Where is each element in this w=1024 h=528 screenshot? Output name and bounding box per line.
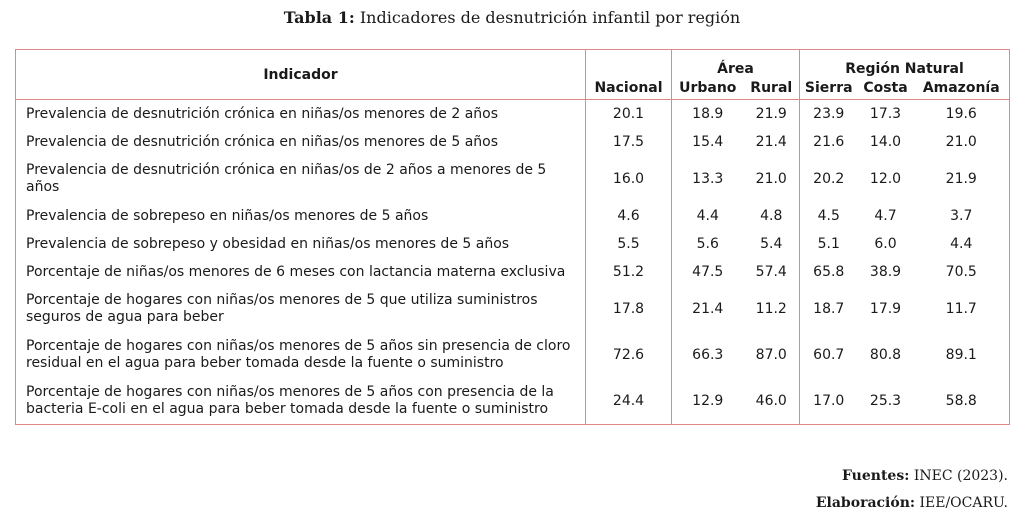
table-row (16, 230, 1010, 258)
table-row (16, 128, 1010, 156)
cell-sierra: 17.0 (813, 392, 845, 409)
header-amazonia: Amazonía (914, 77, 1010, 100)
cell-nacional: 20.1 (586, 100, 672, 129)
cell-costa: 80.8 (869, 346, 902, 363)
table-caption (0, 8, 1024, 28)
cell-sierra: 23.9 (813, 105, 845, 122)
table-row (16, 378, 1010, 425)
cell-amazonia: 89.1 (945, 346, 977, 363)
indicators-table (15, 49, 1010, 425)
cell-rural: 57.4 (744, 258, 800, 286)
cell-rural: 87.0 (744, 332, 800, 378)
table-row (16, 100, 1010, 129)
cell-urbano: 4.4 (696, 207, 719, 224)
cell-sierra: 4.5 (817, 207, 840, 224)
cell-nacional: 4.6 (586, 202, 672, 230)
header-national: Nacional (586, 77, 672, 100)
header-national-spacer (586, 50, 672, 78)
cell-sierra: 21.6 (813, 133, 845, 150)
row-indicator: Prevalencia de desnutrición crónica en niñas/os menores de 5 años (16, 128, 586, 156)
cell-nacional: 17.8 (586, 286, 672, 332)
table-row (16, 286, 1010, 332)
cell-amazonia: 4.4 (950, 235, 973, 252)
row-indicator: Prevalencia de desnutrición crónica en niñas/os de 2 años a menores de 5 años (16, 156, 586, 202)
sources-label: Fuentes: (841, 468, 910, 484)
table-row (16, 258, 1010, 286)
header-rural: Rural (744, 77, 800, 100)
cell-sierra: 5.1 (817, 235, 840, 252)
cell-amazonia: 11.7 (945, 300, 977, 317)
cell-amazonia: 21.0 (945, 133, 977, 150)
sources-note (842, 468, 1008, 484)
caption-text: Indicadores de desnutrición infantil por región (354, 8, 741, 27)
cell-rural: 21.9 (744, 100, 800, 129)
cell-amazonia: 70.5 (945, 263, 977, 280)
row-indicator: Prevalencia de desnutrición crónica en niñas/os menores de 2 años (16, 100, 586, 129)
row-indicator: Porcentaje de hogares con niñas/os menores de 5 años con presencia de la bacteria E-coli en el agua para beber tomada desde la fuente o suministro (16, 378, 586, 425)
cell-nacional: 24.4 (586, 378, 672, 425)
header-region-group: Región Natural (845, 61, 964, 77)
cell-nacional: 17.5 (586, 128, 672, 156)
row-indicator: Porcentaje de hogares con niñas/os menores de 5 que utiliza suministros seguros de agua para beber (16, 286, 586, 332)
cell-urbano: 18.9 (692, 105, 724, 122)
cell-nacional: 51.2 (586, 258, 672, 286)
cell-rural: 21.0 (744, 156, 800, 202)
cell-rural: 4.8 (744, 202, 800, 230)
header-costa: Costa (858, 77, 914, 100)
header-area-group: Área (672, 50, 800, 78)
cell-rural: 11.2 (744, 286, 800, 332)
cell-amazonia: 21.9 (945, 170, 977, 187)
cell-costa: 17.9 (869, 300, 902, 317)
cell-urbano: 15.4 (692, 133, 724, 150)
header-urban: Urbano (672, 77, 744, 100)
cell-nacional: 16.0 (586, 156, 672, 202)
table-row (16, 202, 1010, 230)
row-indicator: Prevalencia de sobrepeso en niñas/os menores de 5 años (16, 202, 586, 230)
sources-value: INEC (2023). (909, 468, 1008, 484)
cell-sierra: 20.2 (813, 170, 845, 187)
row-indicator: Prevalencia de sobrepeso y obesidad en niñas/os menores de 5 años (16, 230, 586, 258)
cell-nacional: 5.5 (586, 230, 672, 258)
cell-urbano: 5.6 (696, 235, 719, 252)
cell-sierra: 60.7 (813, 346, 845, 363)
cell-costa: 4.7 (874, 207, 897, 224)
header-indicator: Indicador (16, 50, 586, 100)
cell-urbano: 66.3 (692, 346, 724, 363)
cell-costa: 25.3 (869, 392, 902, 409)
cell-costa: 12.0 (869, 170, 902, 187)
cell-costa: 14.0 (869, 133, 902, 150)
elaboration-label: Elaboración: (815, 495, 916, 511)
cell-urbano: 12.9 (692, 392, 724, 409)
cell-rural: 21.4 (744, 128, 800, 156)
elaboration-value: IEE/OCARU. (915, 495, 1008, 511)
cell-costa: 6.0 (874, 235, 897, 252)
caption-label: Tabla 1: (283, 8, 355, 27)
cell-nacional: 72.6 (586, 332, 672, 378)
header-sierra: Sierra (800, 77, 858, 100)
elaboration-note (816, 495, 1008, 511)
cell-amazonia: 3.7 (950, 207, 973, 224)
cell-urbano: 47.5 (692, 263, 724, 280)
cell-rural: 46.0 (744, 378, 800, 425)
cell-costa: 17.3 (869, 105, 902, 122)
table-row (16, 156, 1010, 202)
cell-sierra: 18.7 (813, 300, 845, 317)
cell-amazonia: 19.6 (945, 105, 977, 122)
row-indicator: Porcentaje de niñas/os menores de 6 meses con lactancia materna exclusiva (16, 258, 586, 286)
cell-costa: 38.9 (869, 263, 902, 280)
row-indicator: Porcentaje de hogares con niñas/os menores de 5 años sin presencia de cloro residual en el agua para beber tomada desde la fuente o suministro (16, 332, 586, 378)
cell-amazonia: 58.8 (945, 392, 977, 409)
cell-urbano: 21.4 (692, 300, 724, 317)
cell-rural: 5.4 (744, 230, 800, 258)
cell-urbano: 13.3 (692, 170, 724, 187)
table-row (16, 332, 1010, 378)
cell-sierra: 65.8 (813, 263, 845, 280)
